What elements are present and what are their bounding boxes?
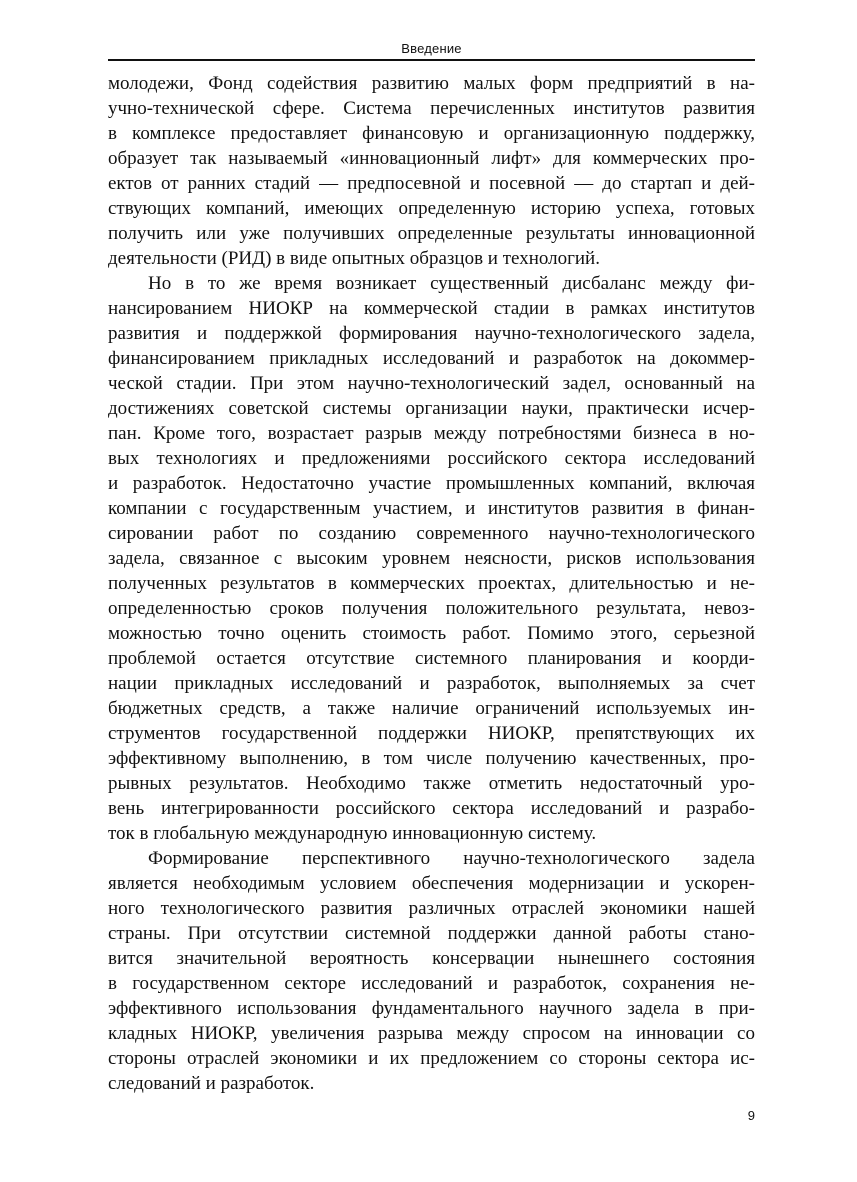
text-line: вится значительной вероятность консервации нынешнего состояния bbox=[108, 948, 755, 969]
text-line: ектов от ранних стадий — предпосевной и посевной — до стартап и дей- bbox=[108, 173, 755, 194]
text-line: сировании работ по созданию современного научно-технологического bbox=[108, 523, 755, 544]
text-line: бюджетных средств, а также наличие ограничений используемых ин- bbox=[108, 698, 755, 719]
text-line: в государственном секторе исследований и разработок, сохранения не- bbox=[108, 973, 755, 994]
paragraph bbox=[108, 846, 755, 1096]
text-line: страны. При отсутствии системной поддержки данной работы стано- bbox=[108, 923, 755, 944]
header-rule bbox=[108, 59, 755, 61]
text-line: Формирование перспективного научно-технологического задела bbox=[148, 848, 755, 869]
text-line: пан. Кроме того, возрастает разрыв между потребностями бизнеса в но- bbox=[108, 423, 755, 444]
text-line: следований и разработок. bbox=[108, 1073, 315, 1094]
text-line: проблемой остается отсутствие системного планирования и коорди- bbox=[108, 648, 755, 669]
paragraph bbox=[108, 71, 755, 271]
text-line: компании с государственным участием, и институтов развития в финан- bbox=[108, 498, 755, 519]
text-line: ток в глобальную международную инновационную систему. bbox=[108, 823, 597, 844]
text-line: вень интегрированности российского сектора исследований и разрабо- bbox=[108, 798, 755, 819]
text-line: рывных результатов. Необходимо также отметить недостаточный уро- bbox=[108, 773, 755, 794]
text-line: ческой стадии. При этом научно-технологический задел, основанный на bbox=[108, 373, 755, 394]
text-line: достижениях советской системы организации науки, практически исчер- bbox=[108, 398, 755, 419]
text-line: нансированием НИОКР на коммерческой стадии в рамках институтов bbox=[108, 298, 755, 319]
text-line: вых технологиях и предложениями российского сектора исследований bbox=[108, 448, 755, 469]
text-line: эффективного использования фундаментального научного задела в при- bbox=[108, 998, 755, 1019]
paragraph bbox=[108, 271, 755, 846]
text-line: развития и поддержкой формирования научно-технологического задела, bbox=[108, 323, 755, 344]
page-number: 9 bbox=[747, 1108, 755, 1123]
text-line: ного технологического развития различных отраслей экономики нашей bbox=[108, 898, 755, 919]
body-text bbox=[108, 71, 755, 1096]
text-line: получить или уже получивших определенные результаты инновационной bbox=[108, 223, 755, 244]
text-line: можностью точно оценить стоимость работ. Помимо этого, серьезной bbox=[108, 623, 755, 644]
text-line: Но в то же время возникает существенный дисбаланс между фи- bbox=[148, 273, 755, 294]
text-line: нации прикладных исследований и разработок, выполняемых за счет bbox=[108, 673, 755, 694]
text-line: и разработок. Недостаточно участие промышленных компаний, включая bbox=[108, 473, 755, 494]
text-line: финансированием прикладных исследований и разработок на докоммер- bbox=[108, 348, 755, 369]
text-line: полученных результатов в коммерческих проектах, длительностью и не- bbox=[108, 573, 755, 594]
text-line: задела, связанное с высоким уровнем неясности, рисков использования bbox=[108, 548, 755, 569]
running-header bbox=[108, 38, 755, 60]
text-line: учно-технической сфере. Система перечисленных институтов развития bbox=[108, 98, 755, 119]
running-header-title: Введение bbox=[401, 41, 462, 56]
text-line: ствующих компаний, имеющих определенную историю успеха, готовых bbox=[108, 198, 755, 219]
text-line: деятельности (РИД) в виде опытных образцов и технологий. bbox=[108, 248, 600, 269]
text-line: образует так называемый «инновационный лифт» для коммерческих про- bbox=[108, 148, 755, 169]
text-line: эффективному выполнению, в том числе получению качественных, про- bbox=[108, 748, 755, 769]
text-line: молодежи, Фонд содействия развитию малых форм предприятий в на- bbox=[108, 73, 755, 94]
text-line: струментов государственной поддержки НИОКР, препятствующих их bbox=[108, 723, 755, 744]
text-line: в комплексе предоставляет финансовую и организационную поддержку, bbox=[108, 123, 755, 144]
text-line: определенностью сроков получения положительного результата, невоз- bbox=[108, 598, 755, 619]
text-line: кладных НИОКР, увеличения разрыва между спросом на инновации со bbox=[108, 1023, 755, 1044]
text-line: является необходимым условием обеспечения модернизации и ускорен- bbox=[108, 873, 755, 894]
text-line: стороны отраслей экономики и их предложением со стороны сектора ис- bbox=[108, 1048, 755, 1069]
